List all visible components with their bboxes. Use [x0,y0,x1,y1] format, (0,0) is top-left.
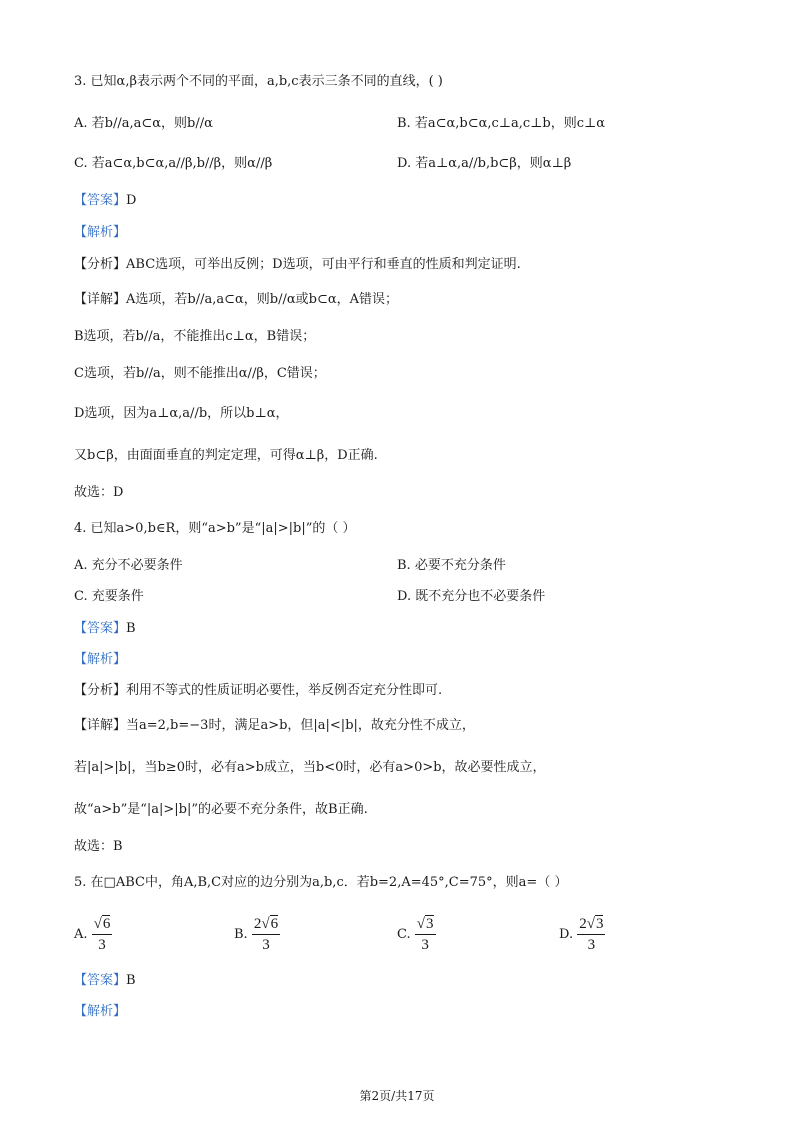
fraction [415,914,436,955]
fenxi-tag: 【分析】 [74,683,127,698]
detail-text: A选项，若b//a,a⊂α，则b//α或b⊂α，A错误； [126,292,399,307]
q3-detail-row-3: C选项，若b//a，则不能推出α//β，C错误； [74,366,326,381]
q5-stem: 5. 在□ABC中，角A,B,C对应的边分别为a,b,c．若b=2,A=45°,C=75°，则a=（ ） [74,875,568,890]
analysis-tag: 【解析】 [74,652,127,667]
q3-fenxi-row [74,255,521,275]
option-label: B. [234,927,248,942]
analysis-tag: 【解析】 [74,225,127,240]
q3-detail-row-5: 又b⊂β，由面面垂直的判定定理，可得α⊥β，D正确. [74,448,378,463]
fenxi-tag: 【分析】 [74,257,127,272]
q3-detail-row-1 [74,290,398,310]
q4-conclusion: 故选：B [74,839,123,854]
q3-answer-row [74,191,136,211]
fenxi-text: 利用不等式的性质证明必要性，举反例否定充分性即可. [126,683,443,698]
q5-option-c [397,914,436,955]
detail-tag: 【详解】 [74,718,127,733]
numerator: √3 [415,914,436,935]
page-footer: 第2页/共17页 [359,1089,435,1103]
q5-analysis-row [74,1002,126,1022]
q4-detail-row-2: 若|a|>|b|，当b≥0时，必有a>b成立，当b<0时，必有a>0>b，故必要性成立， [74,760,546,775]
q4-analysis-row [74,650,126,670]
q4-detail-row-1 [74,716,475,736]
q3-detail-row-4: D选项，因为a⊥α,a//b，所以b⊥α， [74,406,289,421]
fraction [252,914,280,955]
numerator: √6 [92,914,113,935]
numerator: 2√6 [252,914,280,935]
answer-value: B [126,973,136,988]
q5-option-a [74,914,112,955]
numerator: 2√3 [577,914,605,935]
q3-option-d: D. 若a⊥α,a//b,b⊂β，则α⊥β [397,156,572,171]
answer-tag: 【答案】 [74,193,127,208]
q3-option-b: B. 若a⊂α,b⊂α,c⊥a,c⊥b，则c⊥α [397,116,606,131]
denominator: 3 [587,937,596,953]
q4-answer-row [74,619,136,639]
q4-detail-row-3: 故“a>b”是“|a|>|b|”的必要不充分条件，故B正确. [74,802,368,817]
q3-option-a: A. 若b//a,a⊂α，则b//α [74,116,213,131]
denominator: 3 [262,937,270,953]
q4-option-a: A. 充分不必要条件 [74,558,183,573]
q3-analysis-row [74,223,126,243]
option-label: C. [397,927,411,942]
q3-option-c: C. 若a⊂α,b⊂α,a//β,b//β，则α//β [74,156,273,171]
q4-option-c: C. 充要条件 [74,589,144,604]
denominator: 3 [421,937,429,953]
answer-value: B [126,621,136,636]
detail-tag: 【详解】 [74,292,127,307]
q5-answer-row [74,971,136,991]
q3-stem: 3. 已知α,β表示两个不同的平面，a,b,c表示三条不同的直线，( ) [74,74,443,89]
answer-tag: 【答案】 [74,973,127,988]
q4-option-d: D. 既不充分也不必要条件 [397,589,546,604]
q5-option-b [234,914,280,955]
fraction [577,914,605,955]
q5-option-d [559,914,605,955]
analysis-tag: 【解析】 [74,1004,127,1019]
denominator: 3 [98,937,106,953]
q4-stem: 4. 已知a>0,b∈R，则“a>b”是“|a|>|b|”的（ ） [74,521,356,536]
fenxi-text: ABC选项，可举出反例；D选项，可由平行和垂直的性质和判定证明. [126,257,521,272]
option-label: D. [559,927,574,942]
answer-value: D [126,193,137,208]
q4-option-b: B. 必要不充分条件 [397,558,506,573]
fraction [92,914,113,955]
q3-detail-row-2: B选项，若b//a，不能推出c⊥α，B错误； [74,329,316,344]
detail-text: 当a=2,b=−3时，满足a>b，但|a|<|b|，故充分性不成立， [126,718,475,733]
answer-tag: 【答案】 [74,621,127,636]
q4-fenxi-row [74,681,442,701]
q3-conclusion: 故选：D [74,485,124,500]
option-label: A. [74,927,88,942]
